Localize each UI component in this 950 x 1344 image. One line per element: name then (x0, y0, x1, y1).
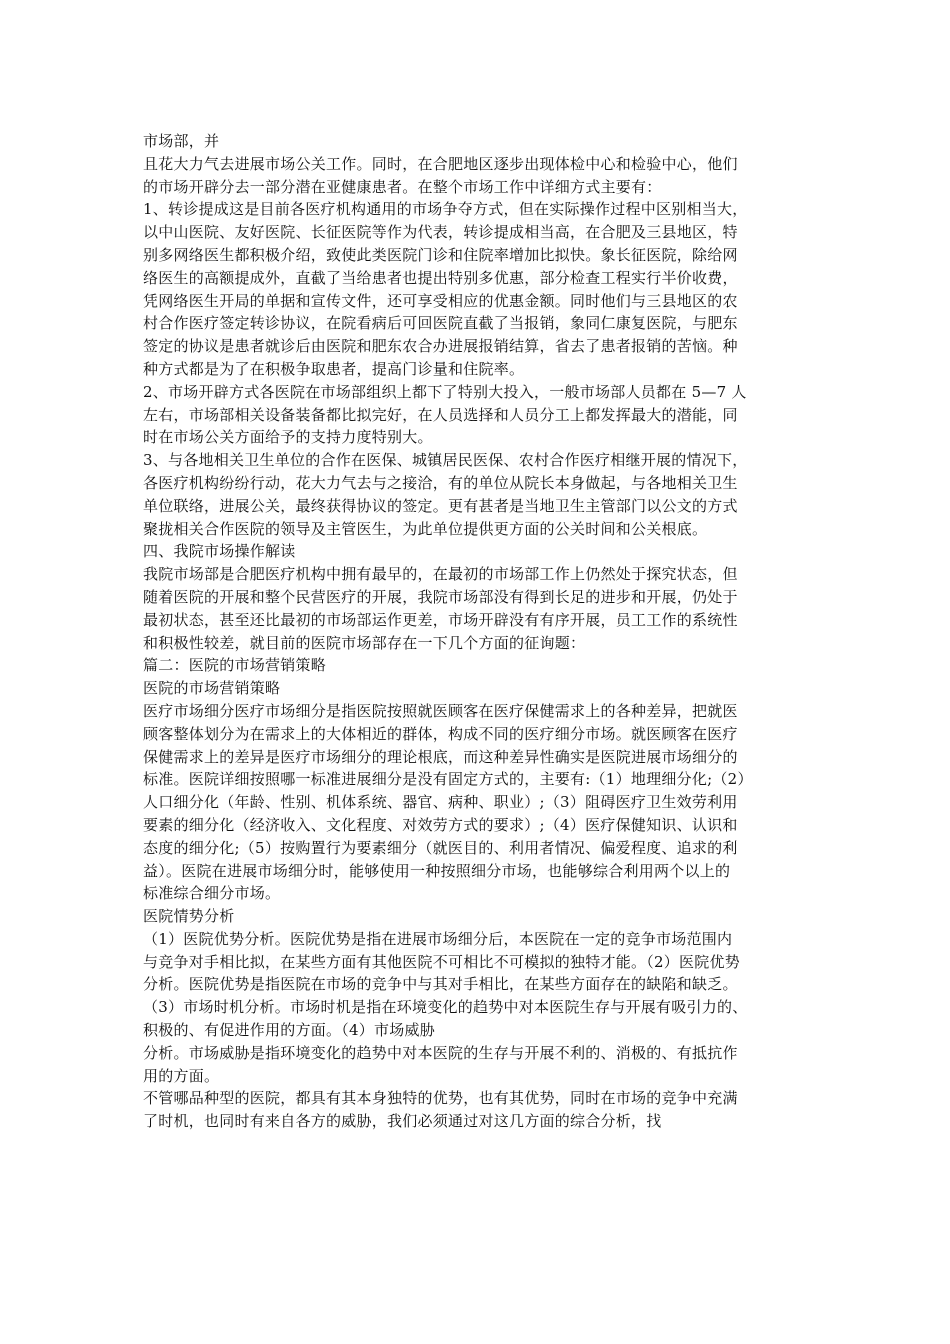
text-line: 别多网络医生都积极介绍，致使此类医院门诊和住院率增加比拟快。象长征医院，除给网 (143, 245, 738, 264)
text-line: （3）市场时机分析。市场时机是指在环境变化的趋势中对本医院生存与开展有吸引力的、 (143, 998, 748, 1017)
text-line: 3、与各地相关卫生单位的合作在医保、城镇居民医保、农村合作医疗相继开展的情况下， (143, 451, 748, 470)
text-line: 以中山医院、友好医院、长征医院等作为代表，转诊提成相当高，在合肥及三县地区，特 (143, 223, 738, 242)
text-line: 不管哪品种型的医院，都具有其本身独特的优势，也有其优势，同时在市场的竞争中充满 (143, 1089, 738, 1108)
text-line: 我院市场部是合肥医疗机构中拥有最早的，在最初的市场部工作上仍然处于探究状态，但 (143, 565, 738, 584)
text-line: 标准。医院详细按照哪一标准进展细分是没有固定方式的，主要有:（1）地理细分化;（2） (143, 770, 753, 789)
text-line: 与竞争对手相比拟，在某些方面有其他医院不可相比不可模拟的独特才能。（2）医院优势 (143, 952, 741, 971)
text-line: 聚拢相关合作医院的领导及主管医生，为此单位提供更方面的公关时间和公关根底。 (143, 519, 708, 538)
text-line: 随着医院的开展和整个民营医疗的开展，我院市场部没有得到长足的进步和开展，仍处于 (143, 587, 738, 606)
text-line: 态度的细分化;（5）按购置行为要素细分（就医目的、利用者情况、偏爱程度、追求的利 (143, 838, 738, 857)
text-line: 时在市场公关方面给予的支持力度特别大。 (143, 428, 433, 447)
text-line: 村合作医疗签定转诊协议，在院看病后可回医院直截了当报销，象同仁康复医院，与肥东 (143, 314, 738, 333)
text-line: 各医疗机构纷纷行动，花大力气去与之接洽，有的单位从院长本身做起，与各地相关卫生 (143, 473, 738, 492)
text-line: 用的方面。 (143, 1066, 220, 1085)
text-line: 医院情势分析 (143, 907, 235, 926)
text-line: 顾客整体划分为在需求上的大体相近的群体，构成不同的医疗细分市场。就医顾客在医疗 (143, 724, 738, 743)
text-line: 签定的协议是患者就诊后由医院和肥东农合办进展报销结算，省去了患者报销的苦恼。种 (143, 337, 738, 356)
text-line: 篇二：医院的市场营销策略 (143, 656, 327, 675)
document-page (143, 130, 815, 1133)
text-line: 凭网络医生开局的单据和宣传文件，还可享受相应的优惠金额。同时他们与三县地区的农 (143, 291, 738, 310)
text-line: 人口细分化（年龄、性别、机体系统、器官、病种、职业）;（3）阻碍医疗卫生效劳利用 (143, 793, 738, 812)
text-line: 单位联络，进展公关，最终获得协议的签定。更有甚者是当地卫生主管部门以公文的方式 (143, 496, 738, 515)
text-line: 四、我院市场操作解读 (143, 542, 296, 561)
text-line: 分析。医院优势是指医院在市场的竞争中与其对手相比，在某些方面存在的缺陷和缺乏。 (143, 975, 738, 994)
text-line: 络医生的高额提成外，直截了当给患者也提出特别多优惠，部分检查工程实行半价收费， (143, 268, 738, 287)
text-line: 2、市场开辟方式各医院在市场部组织上都下了特别大投入，一般市场部人员都在 5—7 人 (143, 382, 747, 401)
text-line: 且花大力气去进展市场公关工作。同时，在合肥地区逐步出现体检中心和检验中心，他们 (143, 154, 738, 173)
text-line: 要素的细分化（经济收入、文化程度、对效劳方式的要求）;（4）医疗保健知识、认识和 (143, 815, 738, 834)
text-line: 益）。医院在进展市场细分时，能够使用一种按照细分市场，也能够综合利用两个以上的 (143, 861, 731, 880)
text-line: 种方式都是为了在积极争取患者，提高门诊量和住院率。 (143, 359, 525, 378)
text-line: 左右，市场部相关设备装备都比拟完好，在人员选择和人员分工上都发挥最大的潜能，同 (143, 405, 738, 424)
text-line: 了时机，也同时有来自各方的威胁，我们必须通过对这几方面的综合分析，找 (143, 1112, 662, 1131)
text-line: 医疗市场细分医疗市场细分是指医院按照就医顾客在医疗保健需求上的各种差异，把就医 (143, 701, 738, 720)
text-line: （1）医院优势分析。医院优势是指在进展市场细分后，本医院在一定的竞争市场范围内 (143, 929, 733, 948)
text-line: 保健需求上的差异是医疗市场细分的理论根底，而这种差异性确实是医院进展市场细分的 (143, 747, 738, 766)
text-line: 的市场开辟分去一部分潜在亚健康患者。在整个市场工作中详细方式主要有： (143, 177, 662, 196)
text-line: 最初状态，甚至还比最初的市场部运作更差，市场开辟没有有序开展，员工工作的系统性 (143, 610, 738, 629)
text-line: 标准综合细分市场。 (143, 884, 281, 903)
text-line: 市场部，并 (143, 132, 220, 150)
text-line: 1、转诊提成这是目前各医疗机构通用的市场争夺方式，但在实际操作过程中区别相当大， (143, 200, 748, 219)
text-line: 医院的市场营销策略 (143, 679, 281, 698)
text-line: 分析。市场威胁是指环境变化的趋势中对本医院的生存与开展不利的、消极的、有抵抗作 (143, 1043, 738, 1062)
text-line: 和积极性较差，就目前的医院市场部存在一下几个方面的征询题： (143, 633, 586, 652)
text-line: 积极的、有促进作用的方面。（4）市场威胁 (143, 1021, 436, 1040)
